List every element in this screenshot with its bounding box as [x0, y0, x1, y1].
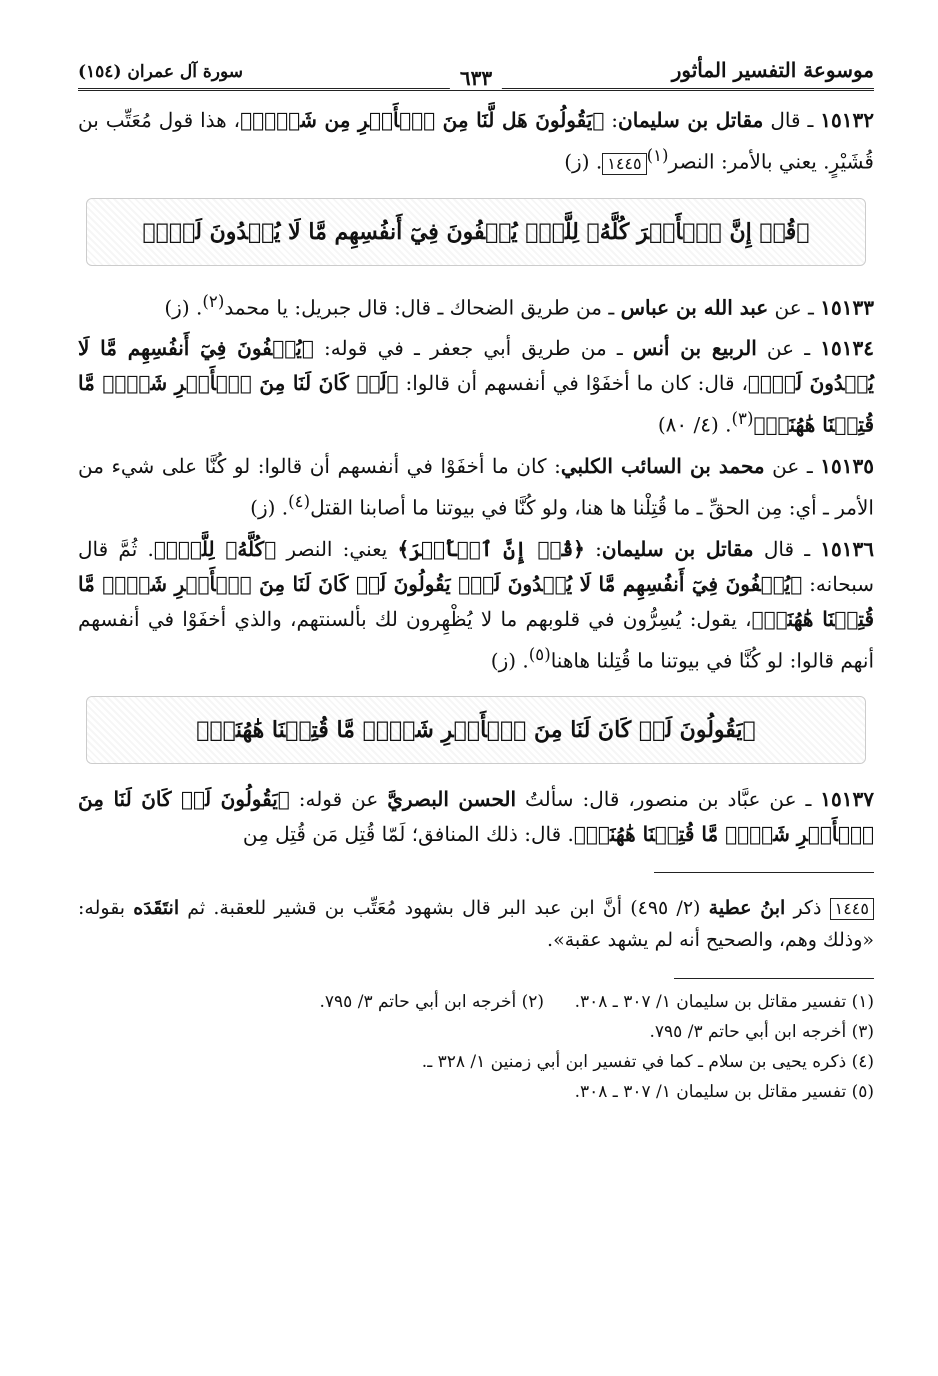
footnote-ref: (٤): [288, 491, 311, 511]
entry-number: ١٥١٣٧: [820, 787, 874, 812]
quran-quote: ﴿لَوۡ كَانَ لَنَا مِنَ ٱلۡأَمۡرِ شَيۡءٞ مَّا قُتِلۡنَا هَٰهُنَاۗ﴾: [78, 371, 874, 437]
quran-quote: ﴿يَقُولُونَ هَل لَّنَا مِنَ ٱلۡأَمۡرِ مِن شَيۡءٖ﴾: [240, 108, 605, 132]
entry-number: ١٥١٣٢: [820, 108, 874, 132]
note-box: ١٤٤٥: [602, 153, 646, 175]
quran-quote: ﴿قُلۡ إِنَّ ٱلۡأَمۡرَ﴾: [397, 536, 585, 561]
page: [78, 40, 874, 1107]
footnote-ref: (٥): [528, 644, 551, 664]
footnote-ref: (١): [646, 146, 669, 165]
narrator-name: الحسن البصريَّ: [387, 787, 517, 812]
notes-separator: [654, 872, 874, 873]
entry-15136: ١٥١٣٦ ـ قال مقاتل بن سليمان: ﴿قُلۡ إِنَّ ٱلۡأَمۡرَ﴾ يعني: النصر ﴿كُلَّهُۥ لِلَّهِۗ﴾. ثُمَّ قال سبحانه: ﴿يُخۡفُونَ فِيٓ أَنفُسِهِم مَّا لَا يُبۡدُونَ لَكَۖ يَقُولُونَ لَوۡ كَانَ لَنَا مِنَ ٱلۡأَمۡرِ شَيۡءٞ مَّا قُتِلۡنَا هَٰهُنَاۗ﴾، يقول: يُسِرُّون في قلوبهم ما لا يُظْهِرون لك بألسنتهم، والذي أخفَوْا في أنفسهم أنهم قالوا: لو كُنَّا في بيوتنا ما قُتِلنا هاهنا$^{(٥)}$. (ز): [78, 536, 875, 673]
surah-title: سورة آل عمران (١٥٤): [78, 62, 244, 82]
ayah-heading: ﴿قُلۡ إِنَّ ٱلۡأَمۡرَ كُلَّهُۥ لِلَّهِۗ يُخۡفُونَ فِيٓ أَنفُسِهِم مَّا لَا يُبۡدُونَ لَكَۖ﴾: [86, 198, 866, 266]
entry-15133: ١٥١٣٣ ـ عن عبد الله بن عباس ـ من طريق الضحاك ـ قال: قال جبريل: يا محمد$^{(٢)}$. (ز): [164, 291, 874, 320]
footnote-ref: (٢): [202, 291, 225, 311]
quran-quote: ﴿كُلَّهُۥ لِلَّهِۗ﴾: [153, 536, 277, 561]
ayah-heading: ﴿يَقُولُونَ لَوۡ كَانَ لَنَا مِنَ ٱلۡأَمۡرِ شَيۡءٞ مَّا قُتِلۡنَا هَٰهُنَاۗ﴾: [86, 696, 866, 764]
commentary-note: ١٤٤٥ ذكر ابنُ عطية (٢/ ٤٩٥) أنَّ ابن عبد البر قال بشهود مُعَتِّب بن قشير للعقبة. ثم انتَقَدَه بقوله: «وذلك وهم، والصحيح أنه لم يشهد عقبة».: [78, 897, 874, 952]
running-header: [78, 40, 874, 90]
emphasis: انتَقَدَه: [133, 897, 180, 920]
quran-quote: ﴿يُخۡفُونَ فِيٓ أَنفُسِهِم مَّا لَا يُبۡدُونَ لَكَۖ يَقُولُونَ لَوۡ كَانَ لَنَا مِنَ ٱلۡأَمۡرِ شَيۡءٞ مَّا قُتِلۡنَا هَٰهُنَاۗ﴾: [78, 571, 875, 631]
narrator-name: مقاتل بن سليمان: [601, 536, 754, 561]
narrator-name: مقاتل بن سليمان: [618, 108, 764, 132]
footnote: (٤) ذكره يحيى بن سلام ـ كما في تفسير ابن أبي زمنين ١/ ٣٢٨ ـ.: [421, 1052, 874, 1073]
entry-number: ١٥١٣٣: [820, 295, 874, 320]
entry-15137: ١٥١٣٧ ـ عن عبَّاد بن منصور، قال: سألتُ الحسن البصريَّ عن قوله: ﴿يَقُولُونَ لَوۡ كَانَ لَنَا مِنَ ٱلۡأَمۡرِ شَيۡءٞ مَّا قُتِلۡنَا هَٰهُنَاۗ﴾. قال: ذلك المنافق؛ لَمّا قُتِل مَن قُتِل مِن: [78, 787, 874, 847]
entry-number: ١٥١٣٥: [820, 453, 875, 478]
footnote: (٢) أخرجه ابن أبي حاتم ٣/ ٧٩٥.: [319, 992, 544, 1013]
footnotes: [78, 987, 874, 1107]
narrator-name: عبد الله بن عباس: [620, 295, 769, 320]
page-number: ٦٣٣: [450, 66, 502, 90]
scholar-name: ابنُ عطية: [708, 897, 786, 920]
footnote: (٣) أخرجه ابن أبي حاتم ٣/ ٧٩٥.: [649, 1022, 874, 1043]
entry-15132: ١٥١٣٢ ـ قال مقاتل بن سليمان: ﴿يَقُولُونَ هَل لَّنَا مِنَ ٱلۡأَمۡرِ مِن شَيۡءٖ﴾، هذا قول مُعَتِّب بن قُشَيْرٍ. يعني بالأمر: النصر$^{(١)}$١٤٤٥. (ز): [78, 108, 874, 174]
quran-quote: ﴿يَقُولُونَ لَوۡ كَانَ لَنَا مِنَ ٱلۡأَمۡرِ شَيۡءٞ مَّا قُتِلۡنَا هَٰهُنَاۗ﴾: [78, 787, 874, 847]
footnotes-separator: [674, 978, 874, 979]
entry-number: ١٥١٣٤: [820, 336, 874, 361]
quran-quote: ﴿يُخۡفُونَ فِيٓ أَنفُسِهِم مَّا لَا يُبۡدُونَ لَكَۖ﴾: [78, 336, 874, 396]
narrator-name: الربيع بن أنس: [632, 336, 757, 361]
series-title: موسوعة التفسير المأثور: [671, 58, 874, 82]
entry-number: ١٥١٣٦: [820, 536, 874, 561]
entry-15135: ١٥١٣٥ ـ عن محمد بن السائب الكلبي: كان ما أخفَوْا في أنفسهم أن قالوا: لو كُنَّا على شيء من الأمر ـ أي: مِن الحقِّ ـ ما قُتِلْنا ها هنا، ولو كُنَّا في بيوتنا ما أصابنا القتل$^{(٤)}$. (ز): [78, 453, 875, 520]
entry-15134: ١٥١٣٤ ـ عن الربيع بن أنس ـ من طريق أبي جعفر ـ في قوله: ﴿يُخۡفُونَ فِيٓ أَنفُسِهِم مَّا لَا يُبۡدُونَ لَكَۖ﴾، قال: كان ما أخفَوْا في أنفسهم أن قالوا: ﴿لَوۡ كَانَ لَنَا مِنَ ٱلۡأَمۡرِ شَيۡءٞ مَّا قُتِلۡنَا هَٰهُنَاۗ﴾$^{(٣)}$. (٤/ ٨٠): [78, 336, 874, 437]
footnote: (٥) تفسير مقاتل بن سليمان ١/ ٣٠٧ ـ ٣٠٨.: [574, 1082, 874, 1103]
footnote: (١) تفسير مقاتل بن سليمان ١/ ٣٠٧ ـ ٣٠٨.: [574, 992, 874, 1013]
footnote-ref: (٣): [731, 409, 754, 429]
note-box: ١٤٤٥: [830, 898, 874, 920]
narrator-name: محمد بن السائب الكلبي: [560, 453, 765, 478]
